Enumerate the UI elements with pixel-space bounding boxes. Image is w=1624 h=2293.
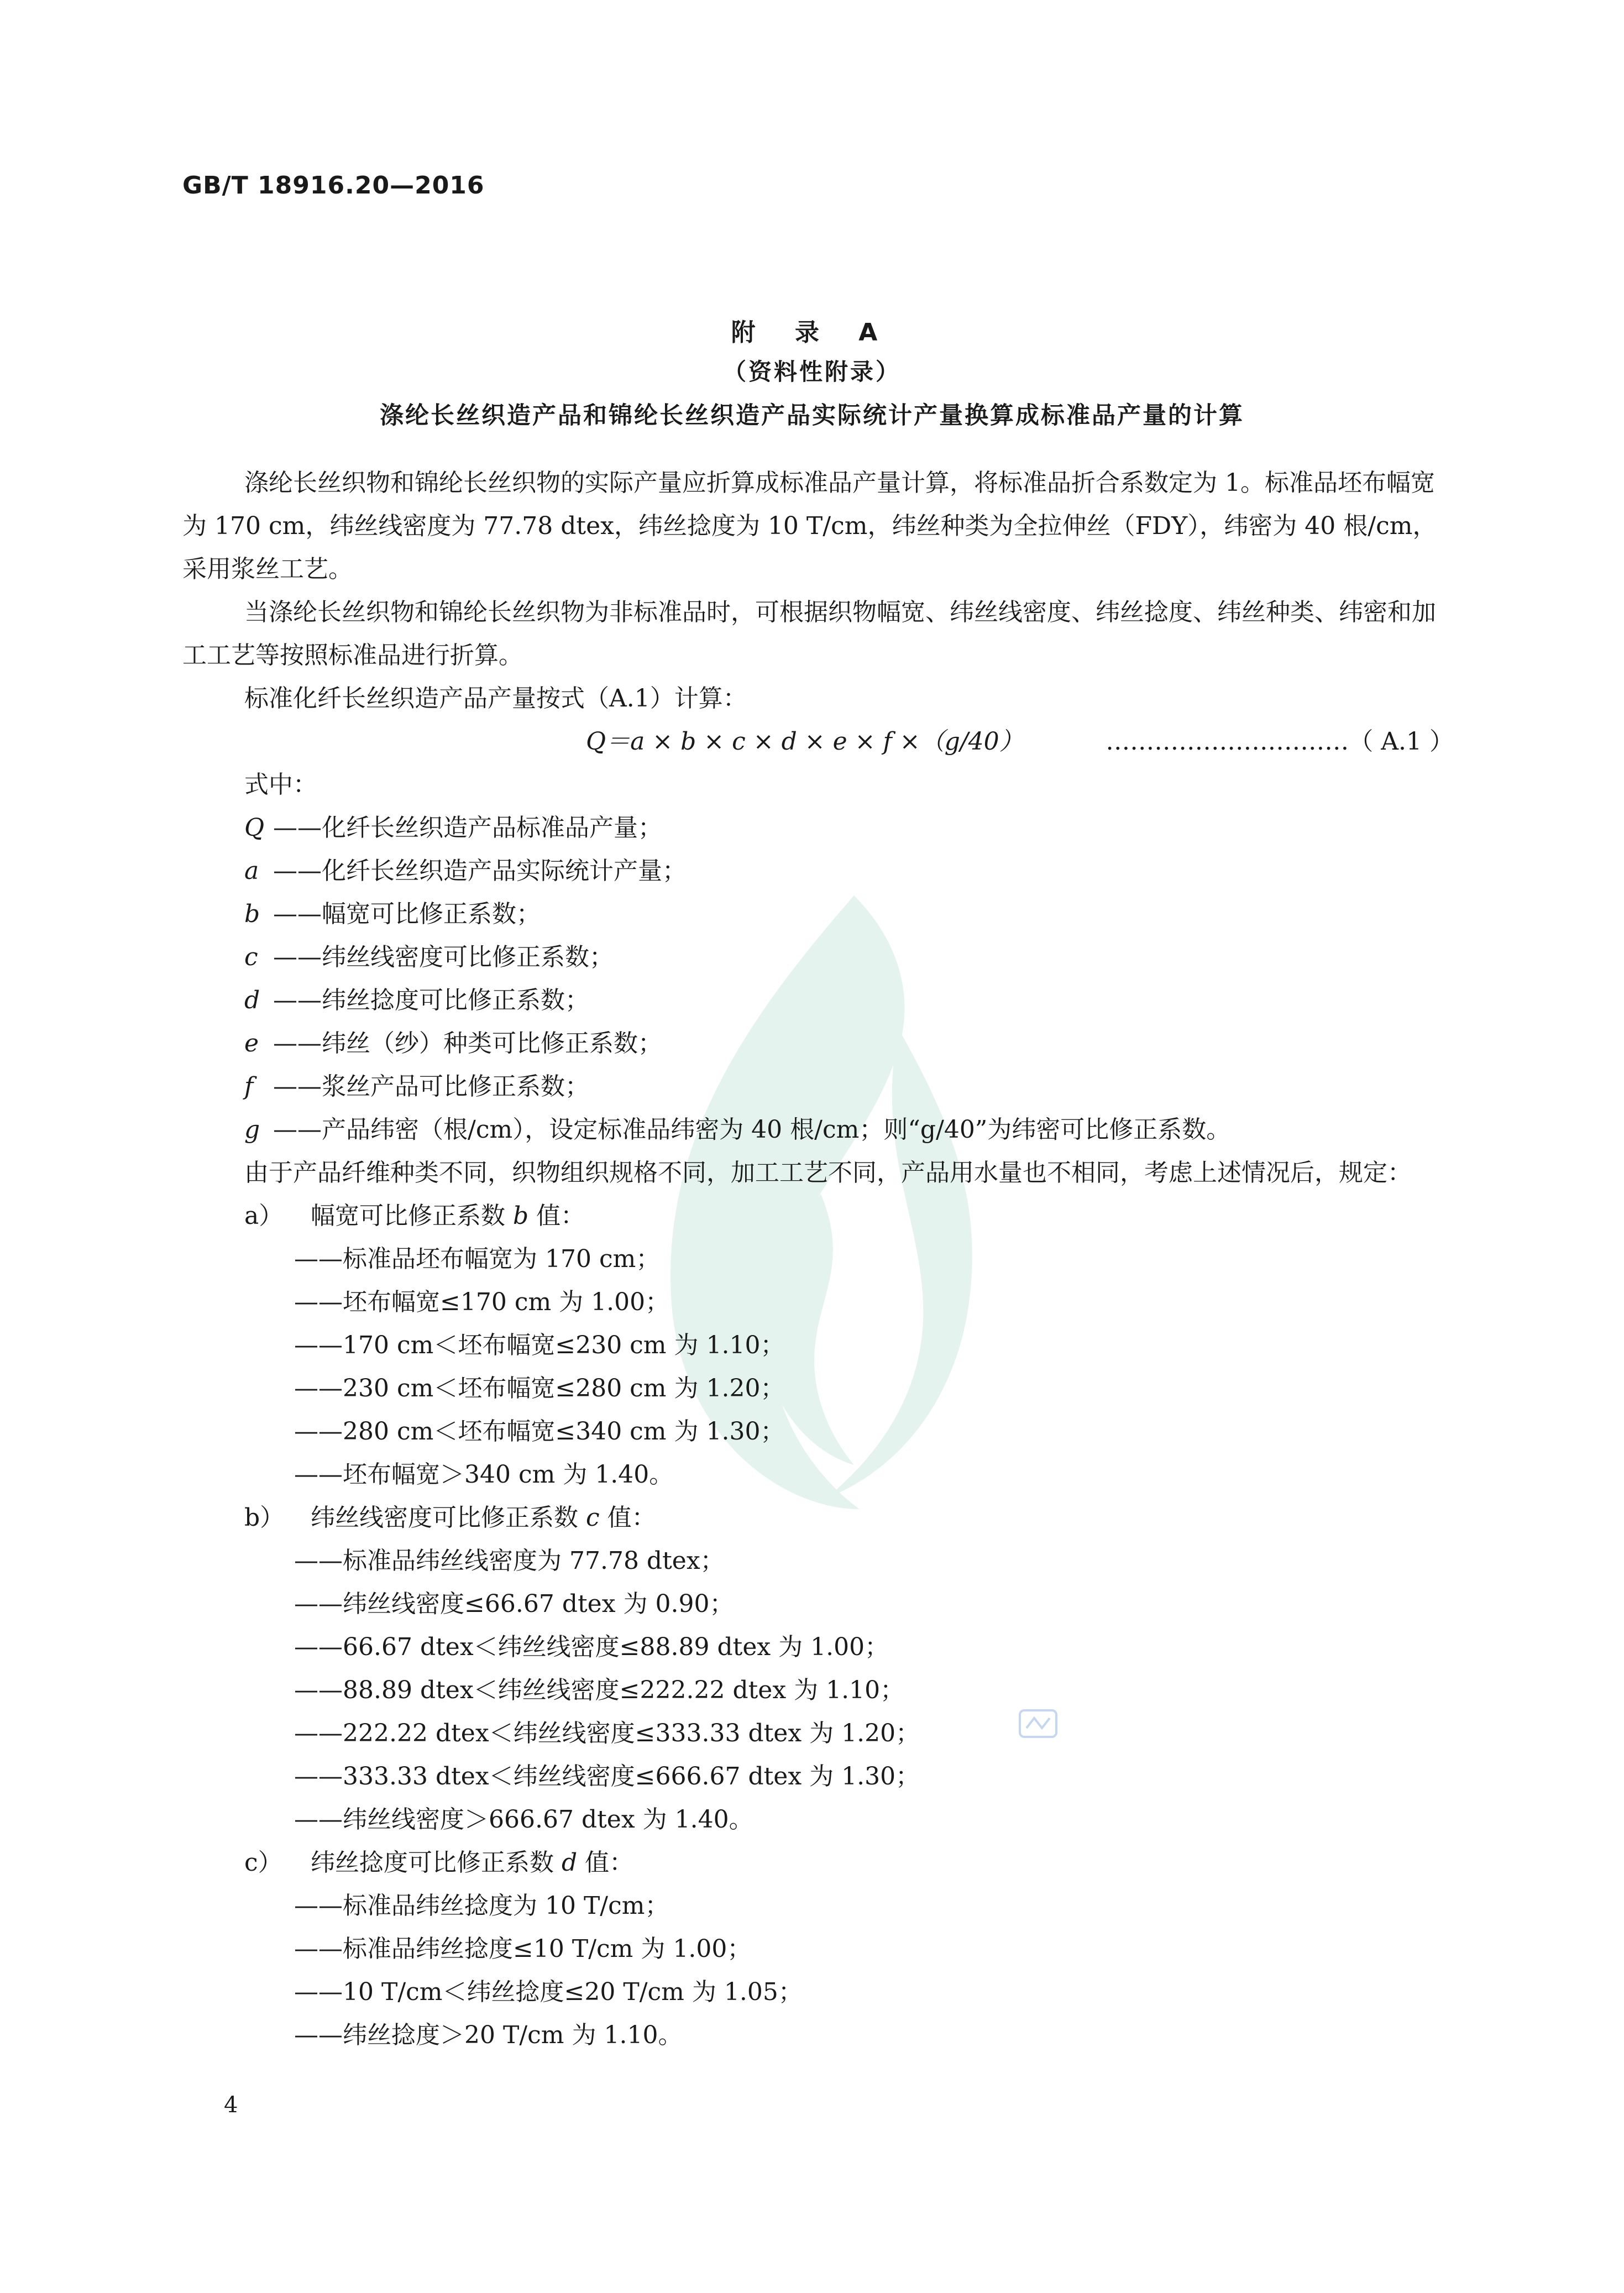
list-title-text: 纬丝捻度可比修正系数 (311, 1849, 562, 1877)
definition-item (244, 1022, 1454, 1065)
list-entry: ——标准品纬丝捻度为 10 T/cm； (294, 1892, 669, 1920)
paragraph-formula-intro: 标准化纤长丝织造产品产量按式（A.1）计算： (244, 684, 747, 713)
where-label: 式中： (244, 771, 317, 799)
definition-symbol: b (244, 900, 260, 928)
list-title-suffix: 值： (577, 1849, 634, 1877)
definition-symbol: g (244, 1116, 260, 1144)
rules-intro: 由于产品纤维种类不同，织物组织规格不同，加工工艺不同，产品用水量也不相同，考虑上述情况后，规定： (244, 1159, 1412, 1187)
list-entry: ——坯布幅宽＞340 cm 为 1.40。 (294, 1460, 674, 1489)
definition-symbol: Q (244, 814, 265, 842)
list-title-text: 纬丝线密度可比修正系数 (311, 1504, 586, 1532)
list-title-suffix: 值： (599, 1504, 656, 1532)
list-entry: ——标准品纬丝捻度≤10 T/cm 为 1.00； (294, 1935, 752, 1963)
list-entry: ——230 cm＜坯布幅宽≤280 cm 为 1.20； (294, 1374, 785, 1402)
definition-item (244, 1065, 1454, 1108)
list-label: c） (244, 1849, 282, 1877)
paragraph-standard-definition: 涤纶长丝织物和锦纶长丝织物的实际产量应折算成标准品产量计算，将标准品折合系数定为 1。标准品坯布幅宽为 170 cm，纬丝线密度为 77.78 dtex，纬丝捻度为 10 T/cm，纬丝种类为全拉伸丝（FDY），纬密为 40 根/cm，采用浆丝工艺。 (182, 469, 1437, 583)
list-title-variable: b (513, 1202, 529, 1230)
definition-symbol: f (244, 1072, 254, 1101)
list-width-coefficient (182, 1195, 1454, 1238)
list-linear-density-coefficient (182, 1496, 1454, 1540)
definition-symbol: e (244, 1029, 259, 1057)
symbol-definitions (182, 807, 1454, 1151)
definition-text: ——产品纬密（根/cm），设定标准品纬密为 40 根/cm；则“g/40”为纬密可比修正系数。 (273, 1116, 1231, 1144)
annex-nature: （资料性附录） (722, 358, 901, 385)
annex-label: 附 录 A (731, 318, 893, 347)
definition-item (244, 979, 1454, 1022)
formula-expression: Q＝a × b × c × d × e × f ×（g/40） (586, 727, 1024, 756)
list-entry: ——纬丝线密度＞666.67 dtex 为 1.40。 (294, 1805, 753, 1834)
paragraph-non-standard: 当涤纶长丝织物和锦纶长丝织物为非标准品时，可根据织物幅宽、纬丝线密度、纬丝捻度、纬丝种类、纬密和加工工艺等按照标准品进行折算。 (182, 598, 1436, 669)
definition-item (244, 936, 1454, 979)
definition-text: ——纬丝线密度可比修正系数； (273, 943, 614, 971)
formula-number: …………………………（ A.1 ） (1106, 727, 1454, 756)
definition-item (244, 893, 1454, 936)
definition-text: ——化纤长丝织造产品实际统计产量； (273, 857, 687, 885)
definition-symbol: c (244, 943, 258, 971)
list-entry: ——222.22 dtex＜纬丝线密度≤333.33 dtex 为 1.20； (294, 1719, 920, 1747)
definition-symbol: a (244, 857, 259, 885)
list-label: b） (244, 1504, 285, 1532)
definition-text: ——纬丝（纱）种类可比修正系数； (273, 1029, 662, 1057)
list-entry: ——88.89 dtex＜纬丝线密度≤222.22 dtex 为 1.10； (294, 1676, 905, 1704)
list-twist-coefficient (182, 1841, 1454, 1884)
list-title (311, 1849, 633, 1877)
definition-symbol: d (244, 986, 260, 1014)
list-entry: ——10 T/cm＜纬丝捻度≤20 T/cm 为 1.05； (294, 1978, 803, 2006)
list-entry: ——333.33 dtex＜纬丝线密度≤666.67 dtex 为 1.30； (294, 1762, 920, 1791)
list-entry: ——纬丝捻度＞20 T/cm 为 1.10。 (294, 2021, 683, 2049)
definition-text: ——化纤长丝织造产品标准品产量； (273, 814, 662, 842)
list-title (311, 1202, 585, 1230)
list-title-variable: c (586, 1504, 600, 1532)
definition-text: ——幅宽可比修正系数； (273, 900, 541, 928)
list-title-variable: d (562, 1849, 578, 1877)
list-entry: ——纬丝线密度≤66.67 dtex 为 0.90； (294, 1590, 734, 1618)
definition-text: ——纬丝捻度可比修正系数； (273, 986, 589, 1014)
annex-body (182, 462, 1454, 2057)
definition-item (244, 850, 1454, 893)
list-entry: ——170 cm＜坯布幅宽≤230 cm 为 1.10； (294, 1331, 785, 1359)
list-title-text: 幅宽可比修正系数 (311, 1202, 513, 1230)
list-title-suffix: 值： (528, 1202, 585, 1230)
definition-item (244, 1108, 1454, 1151)
list-label: a） (244, 1202, 284, 1230)
definition-text: ——浆丝产品可比修正系数； (273, 1072, 589, 1101)
list-entry: ——标准品坯布幅宽为 170 cm； (294, 1245, 661, 1273)
definition-item (244, 807, 1454, 850)
list-entry: ——66.67 dtex＜纬丝线密度≤88.89 dtex 为 1.00； (294, 1633, 889, 1661)
page-number: 4 (224, 2092, 238, 2118)
formula-line (182, 720, 1454, 763)
annex-title: 涤纶长丝织造产品和锦纶长丝织造产品实际统计产量换算成标准品产量的计算 (380, 402, 1244, 430)
standard-code: GB/T 18916.20—2016 (182, 171, 485, 200)
list-title (311, 1504, 656, 1532)
list-entry: ——280 cm＜坯布幅宽≤340 cm 为 1.30； (294, 1417, 785, 1446)
list-entry: ——坯布幅宽≤170 cm 为 1.00； (294, 1288, 670, 1316)
list-entry: ——标准品纬丝线密度为 77.78 dtex； (294, 1547, 725, 1575)
